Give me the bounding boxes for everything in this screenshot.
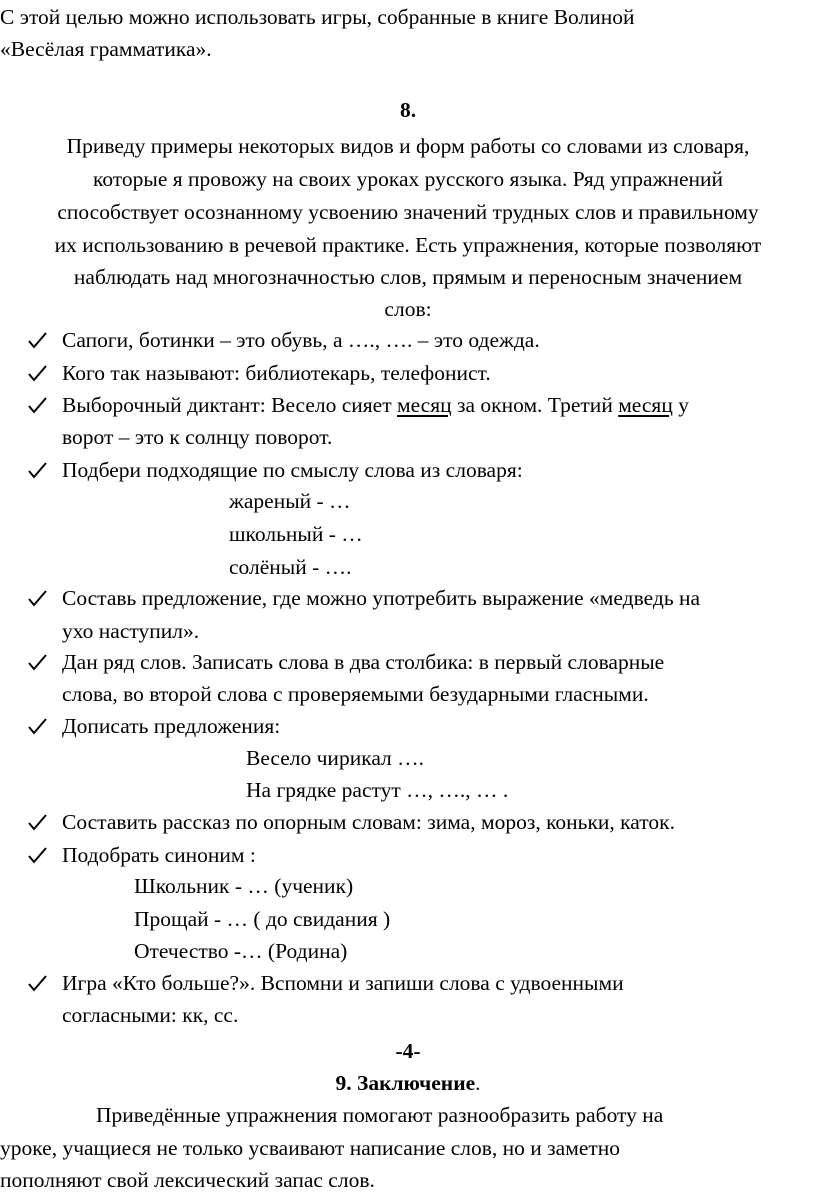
conclusion-line-2: уроке, учащиеся не только усваивают написание слов, но и заметно <box>0 1136 621 1160</box>
list-item-1: Сапоги, ботинки – это обувь, а …., …. – это одежда. <box>62 328 540 352</box>
list-item-8: Составить рассказ по опорным словам: зима, мороз, коньки, каток. <box>62 810 675 834</box>
list-item-6-line-2: слова, во второй слова с проверяемыми безударными гласными. <box>62 682 649 706</box>
intro-line-1: С этой целью можно использовать игры, собранные в книге Волиной <box>0 5 635 29</box>
sub-item: Отечество -… (Родина) <box>134 939 348 963</box>
list-item-4: Подбери подходящие по смыслу слова из словаря: <box>62 458 523 482</box>
checkmark-icon <box>22 455 52 485</box>
list-item-9: Подобрать синоним : <box>62 843 256 867</box>
sub-item: Весело чирикал …. <box>246 746 425 770</box>
paragraph-line-5: наблюдать над многозначностью слов, прямым и переносным значением <box>73 265 743 289</box>
checkmark-icon <box>22 711 52 741</box>
underlined-word: месяц <box>397 393 452 417</box>
conclusion-line-3: пополняют свой лексический запас слов. <box>0 1168 375 1192</box>
sub-item: Школьник - … (ученик) <box>134 874 354 898</box>
sub-item: На грядке растут …, …., … . <box>246 778 509 802</box>
checkmark-icon <box>22 325 52 355</box>
list-item-3-line-2: ворот – это к солнцу поворот. <box>62 425 333 449</box>
paragraph-line-1: Приведу примеры некоторых видов и форм работы со словами из словаря, <box>66 134 750 158</box>
checkmark-icon <box>22 583 52 613</box>
underlined-word: месяц <box>618 393 673 417</box>
list-item-5: Составь предложение, где можно употребить выражение «медведь на <box>62 586 701 610</box>
sub-item: жареный - … <box>229 489 351 513</box>
list-item-3: Выборочный диктант: Весело сияет месяц за окном. Третий месяц у <box>62 393 689 417</box>
list-item-7: Дописать предложения: <box>62 714 281 738</box>
checkmark-icon <box>22 807 52 837</box>
list-item-5-line-2: ухо наступил». <box>62 619 200 643</box>
paragraph-line-6: слов: <box>384 297 432 321</box>
sub-item: школьный - … <box>229 522 363 546</box>
list-item-6: Дан ряд слов. Записать слова в два столбика: в первый словарные <box>62 650 665 674</box>
checkmark-icon <box>22 390 52 420</box>
list-item-10: Игра «Кто больше?». Вспомни и запиши слова с удвоенными <box>62 971 624 995</box>
intro-line-2: «Весёлая грамматика». <box>0 37 212 61</box>
checkmark-icon <box>22 968 52 998</box>
paragraph-line-2: которые я провожу на своих уроках русского языка. Ряд упражнений <box>92 167 724 191</box>
sub-item: Прощай - … ( до свидания ) <box>134 907 391 931</box>
section-heading: 9. Заключение. <box>335 1071 481 1095</box>
sub-item: солёный - …. <box>229 555 352 579</box>
checkmark-icon <box>22 647 52 677</box>
section-number: 8. <box>399 98 417 122</box>
checkmark-icon <box>22 840 52 870</box>
paragraph-line-4: их использованию в речевой практике. Есть упражнения, которые позволяют <box>54 233 762 257</box>
conclusion-line-1: Приведённые упражнения помогают разнообразить работу на <box>96 1103 664 1127</box>
list-item-10-line-2: согласными: кк, сс. <box>62 1003 239 1027</box>
checkmark-icon <box>22 358 52 388</box>
page-number: -4- <box>395 1039 421 1063</box>
list-item-2: Кого так называют: библиотекарь, телефонист. <box>62 361 491 385</box>
paragraph-line-3: способствует осознанному усвоению значений трудных слов и правильному <box>57 200 759 224</box>
